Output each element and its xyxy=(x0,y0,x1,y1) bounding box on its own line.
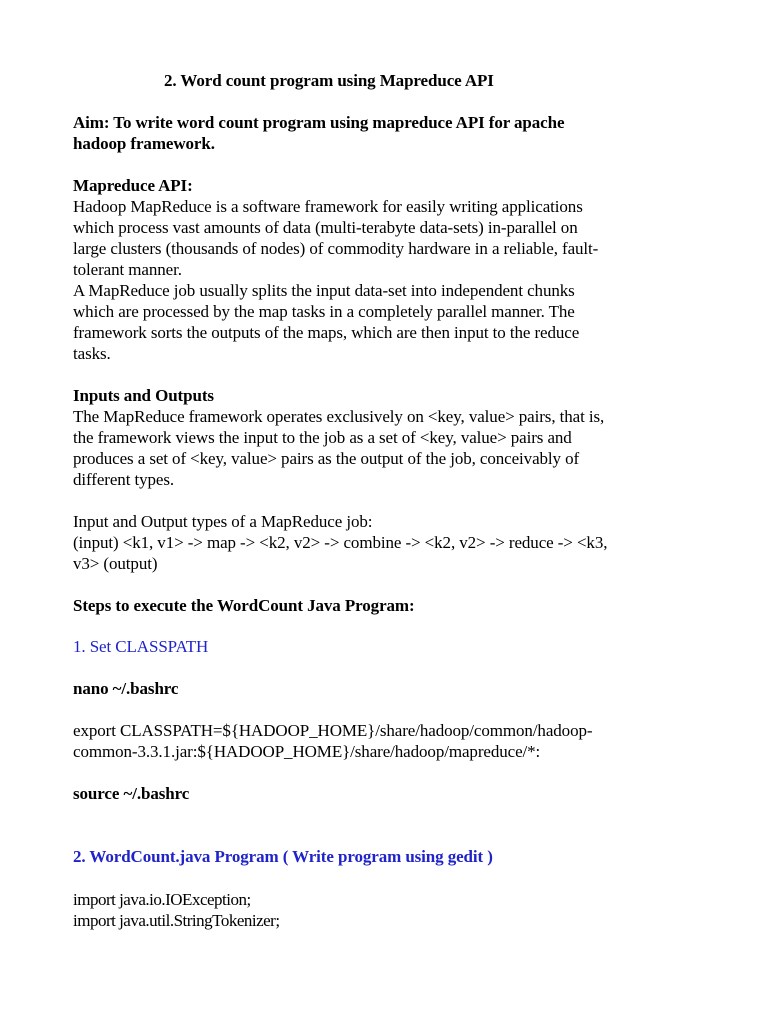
export-command-line-1: export CLASSPATH=${HADOOP_HOME}/share/hadoop/common/hadoop- xyxy=(73,721,593,740)
types-line: v3> (output) xyxy=(73,554,158,573)
types-line: (input) <k1, v1> -> map -> <k2, v2> -> combine -> <k2, v2> -> reduce -> <k3, xyxy=(73,533,608,552)
api-paragraph-line: which process vast amounts of data (multi-terabyte data-sets) in-parallel on xyxy=(73,218,578,237)
api-paragraph-line: framework sorts the outputs of the maps, which are then input to the reduce xyxy=(73,323,580,342)
document-title: 2. Word count program using Mapreduce API xyxy=(164,71,494,90)
step1-heading: 1. Set CLASSPATH xyxy=(73,637,209,656)
export-command-line-2: common-3.3.1.jar:${HADOOP_HOME}/share/hadoop/mapreduce/*: xyxy=(73,742,541,761)
aim-line-1: Aim: To write word count program using mapreduce API for apache xyxy=(73,113,565,132)
document-page xyxy=(73,0,713,1024)
types-line: Input and Output types of a MapReduce job: xyxy=(73,512,373,531)
api-paragraph-line: A MapReduce job usually splits the input data-set into independent chunks xyxy=(73,281,575,300)
api-paragraph-line: Hadoop MapReduce is a software framework for easily writing applications xyxy=(73,197,583,216)
io-paragraph-line: The MapReduce framework operates exclusively on <key, value> pairs, that is, xyxy=(73,407,605,426)
steps-heading: Steps to execute the WordCount Java Program: xyxy=(73,596,415,615)
aim-line-2: hadoop framework. xyxy=(73,134,215,153)
import-line: import java.util.StringTokenizer; xyxy=(73,911,280,930)
nano-command: nano ~/.bashrc xyxy=(73,679,179,698)
io-paragraph-line: produces a set of <key, value> pairs as the output of the job, conceivably of xyxy=(73,449,580,468)
io-paragraph-line: different types. xyxy=(73,470,174,489)
io-paragraph-line: the framework views the input to the job as a set of <key, value> pairs and xyxy=(73,428,572,447)
api-paragraph-line: tolerant manner. xyxy=(73,260,182,279)
api-paragraph-line: which are processed by the map tasks in a completely parallel manner. The xyxy=(73,302,575,321)
io-heading: Inputs and Outputs xyxy=(73,386,214,405)
api-paragraph-line: tasks. xyxy=(73,344,111,363)
import-line: import java.io.IOException; xyxy=(73,890,251,909)
source-command: source ~/.bashrc xyxy=(73,784,190,803)
api-paragraph-line: large clusters (thousands of nodes) of commodity hardware in a reliable, fault- xyxy=(73,239,599,258)
step2-heading: 2. WordCount.java Program ( Write program using gedit ) xyxy=(73,847,493,866)
api-heading: Mapreduce API: xyxy=(73,176,193,195)
